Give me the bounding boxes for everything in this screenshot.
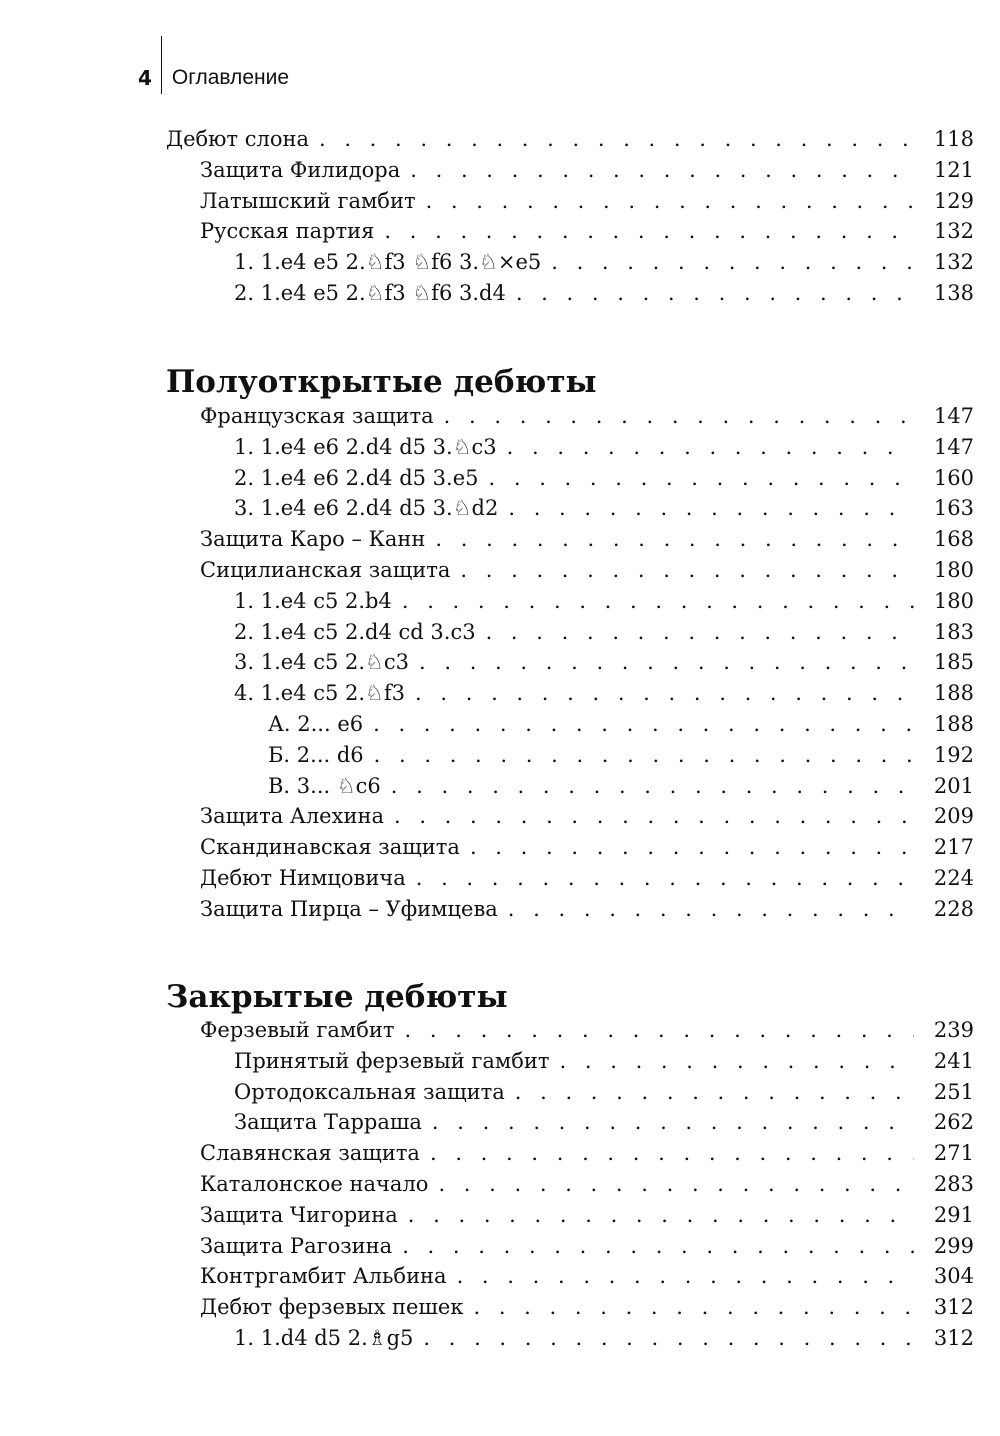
toc-entry	[0, 1169, 1000, 1200]
toc-entry-page: 228	[933, 896, 974, 921]
toc-entry-label: Защита Рагозина	[200, 1233, 393, 1258]
toc-entry-label: Французская защита	[200, 404, 434, 428]
toc-entry	[0, 709, 1000, 740]
toc-entry	[0, 771, 1000, 802]
toc-entry-page: 271	[933, 1141, 974, 1166]
toc-entry-label: Защита Алехина	[200, 804, 384, 829]
toc-entry-label: 2. 1.e4 e6 2.d4 d5 3.e5	[234, 465, 479, 490]
toc-entry	[0, 247, 1000, 278]
dot-leader	[415, 678, 914, 709]
toc-entry-page: 118	[933, 127, 974, 151]
toc-entry	[0, 432, 1000, 463]
toc-entry-label: Славянская защита	[200, 1141, 420, 1166]
toc-entry-label: 1. 1.e4 c5 2.b4	[234, 588, 392, 613]
toc-entry-page: 192	[933, 742, 974, 767]
toc-entry-label: 1. 1.e4 e6 2.d4 d5 3.♘c3	[234, 434, 497, 459]
dot-leader	[457, 1261, 914, 1292]
toc-entry	[0, 524, 1000, 555]
dot-leader	[551, 247, 914, 278]
dot-leader	[516, 278, 914, 309]
dot-leader	[419, 647, 914, 678]
dot-leader	[507, 432, 914, 463]
dot-leader	[560, 1046, 914, 1077]
dot-leader	[373, 709, 914, 740]
toc-entry-label: 1. 1.d4 d5 2.♗g5	[234, 1326, 414, 1350]
toc-entry	[0, 463, 1000, 494]
toc-entry	[0, 278, 1000, 309]
dot-leader	[432, 1107, 914, 1138]
toc-entry	[0, 401, 1000, 432]
toc-entry	[0, 186, 1000, 217]
toc-entry-page: 147	[933, 434, 974, 459]
toc-entry-label: Русская партия	[200, 219, 375, 244]
part-heading-semi-open: Полуоткрытые дебюты	[166, 364, 597, 400]
toc-entry	[0, 493, 1000, 524]
dot-leader	[426, 186, 914, 217]
toc-entry-page: 299	[933, 1233, 974, 1258]
toc-entry	[0, 124, 1000, 155]
toc-entry	[0, 1231, 1000, 1262]
dot-leader	[508, 894, 914, 925]
toc-entry-page: 312	[933, 1326, 974, 1350]
toc-entry-page: 291	[933, 1202, 974, 1227]
page-number: 4	[138, 66, 152, 90]
toc-entry	[0, 1200, 1000, 1231]
toc-entry	[0, 1292, 1000, 1323]
part-heading-closed: Закрытые дебюты	[166, 979, 508, 1015]
toc-entry	[0, 801, 1000, 832]
section-title: Оглавление	[171, 66, 290, 89]
toc-entry-label: Принятый ферзевый гамбит	[234, 1048, 550, 1073]
toc-entry-page: 132	[933, 250, 974, 275]
toc-entry-label: 4. 1.e4 c5 2.♘f3	[234, 681, 406, 706]
toc-entry-page: 312	[933, 1295, 974, 1320]
dot-leader	[405, 1015, 914, 1046]
toc-entry	[0, 863, 1000, 894]
toc-entry-page: 180	[933, 588, 974, 613]
toc-entry	[0, 740, 1000, 771]
toc-entry-page: 121	[933, 157, 974, 182]
dot-leader	[470, 832, 914, 863]
toc-entry-page: 241	[933, 1048, 974, 1073]
toc-entry	[0, 832, 1000, 863]
toc-entry-label: Скандинавская защита	[200, 835, 460, 860]
toc-entry	[0, 647, 1000, 678]
dot-leader	[402, 1231, 914, 1262]
toc-entry	[0, 894, 1000, 925]
toc-entry-page: 188	[933, 681, 974, 706]
toc-entry-label: 2. 1.e4 c5 2.d4 cd 3.c3	[234, 619, 476, 644]
toc-entry-label: Каталонское начало	[200, 1172, 429, 1196]
toc-entry-label: Дебют Нимцовича	[200, 866, 406, 890]
dot-leader	[374, 740, 914, 771]
toc-entry-page: 180	[933, 558, 974, 582]
running-header	[138, 36, 289, 94]
dot-leader	[508, 493, 914, 524]
toc-entry	[0, 1138, 1000, 1169]
dot-leader	[416, 863, 914, 894]
dot-leader	[473, 1292, 914, 1323]
dot-leader	[515, 1077, 914, 1108]
dot-leader	[384, 216, 914, 247]
toc-entry-page: 129	[933, 188, 974, 213]
toc-entry-label: Б. 2... d6	[268, 742, 364, 767]
toc-entry-page: 183	[933, 619, 974, 644]
toc-entry	[0, 1107, 1000, 1138]
toc-entry-label: Защита Чигорина	[200, 1202, 398, 1227]
toc-entry	[0, 1015, 1000, 1046]
toc-entry-label: В. 3... ♘c6	[268, 773, 381, 798]
dot-leader	[438, 1169, 914, 1200]
toc-entry-page: 188	[933, 712, 974, 736]
toc-entry-page: 251	[933, 1079, 974, 1104]
toc-entry-page: 217	[933, 835, 974, 860]
toc-entry-label: Контргамбит Альбина	[200, 1264, 447, 1289]
toc-entry-page: 201	[933, 773, 974, 798]
toc-entry	[0, 1323, 1000, 1354]
toc-entry-page: 160	[933, 465, 974, 490]
toc-entry-page: 262	[933, 1110, 974, 1135]
toc-entry-page: 209	[933, 804, 974, 829]
toc-entry-page: 224	[933, 866, 974, 890]
toc-entry	[0, 617, 1000, 648]
dot-leader	[435, 524, 914, 555]
dot-leader	[430, 1138, 914, 1169]
toc-entry-label: Защита Тарраша	[234, 1110, 422, 1135]
toc-entry-label: Латышский гамбит	[200, 188, 416, 213]
dot-leader	[408, 1200, 914, 1231]
dot-leader	[444, 401, 914, 432]
toc-entry	[0, 1261, 1000, 1292]
toc-entry-label: 2. 1.e4 e5 2.♘f3 ♘f6 3.d4	[234, 281, 506, 305]
dot-leader	[460, 555, 914, 586]
toc-entry-label: Сицилианская защита	[200, 558, 451, 582]
toc-entry-label: Защита Каро – Канн	[200, 527, 426, 552]
toc-entry-label: Защита Пирца – Уфимцева	[200, 896, 498, 921]
toc-entry-label: Дебют ферзевых пешек	[200, 1295, 464, 1320]
dot-leader	[423, 1323, 914, 1354]
toc-entry-label: Дебют слона	[166, 127, 309, 151]
toc-entry-label: Ферзевый гамбит	[200, 1018, 395, 1042]
toc-entry-label: Защита Филидора	[200, 157, 401, 182]
toc-entry-page: 283	[933, 1172, 974, 1196]
toc-entry-label: 3. 1.e4 c5 2.♘c3	[234, 650, 409, 675]
toc-entry-page: 138	[933, 281, 974, 305]
toc-entry-page: 185	[933, 650, 974, 675]
header-divider	[161, 36, 162, 94]
toc-entry	[0, 1046, 1000, 1077]
toc-entry	[0, 678, 1000, 709]
toc-entry	[0, 1077, 1000, 1108]
dot-leader	[410, 155, 914, 186]
toc-entry	[0, 555, 1000, 586]
toc-entry-page: 132	[933, 219, 974, 244]
dot-leader	[402, 586, 914, 617]
dot-leader	[391, 771, 914, 802]
toc-entry	[0, 216, 1000, 247]
toc-entry-label: Ортодоксальная защита	[234, 1079, 505, 1104]
toc-entry-label: 3. 1.e4 e6 2.d4 d5 3.♘d2	[234, 496, 499, 521]
toc-entry-label: А. 2... e6	[268, 712, 364, 736]
toc-entry-label: 1. 1.e4 e5 2.♘f3 ♘f6 3.♘×e5	[234, 250, 542, 275]
toc-entry-page: 304	[933, 1264, 974, 1289]
toc-entry	[0, 586, 1000, 617]
dot-leader	[394, 801, 914, 832]
toc-entry	[0, 155, 1000, 186]
toc-entry-page: 168	[933, 527, 974, 552]
toc-entry-page: 163	[933, 496, 974, 521]
toc-entry-page: 239	[933, 1018, 974, 1042]
dot-leader	[489, 463, 915, 494]
dot-leader	[319, 124, 914, 155]
toc-entry-page: 147	[933, 404, 974, 428]
dot-leader	[486, 617, 914, 648]
